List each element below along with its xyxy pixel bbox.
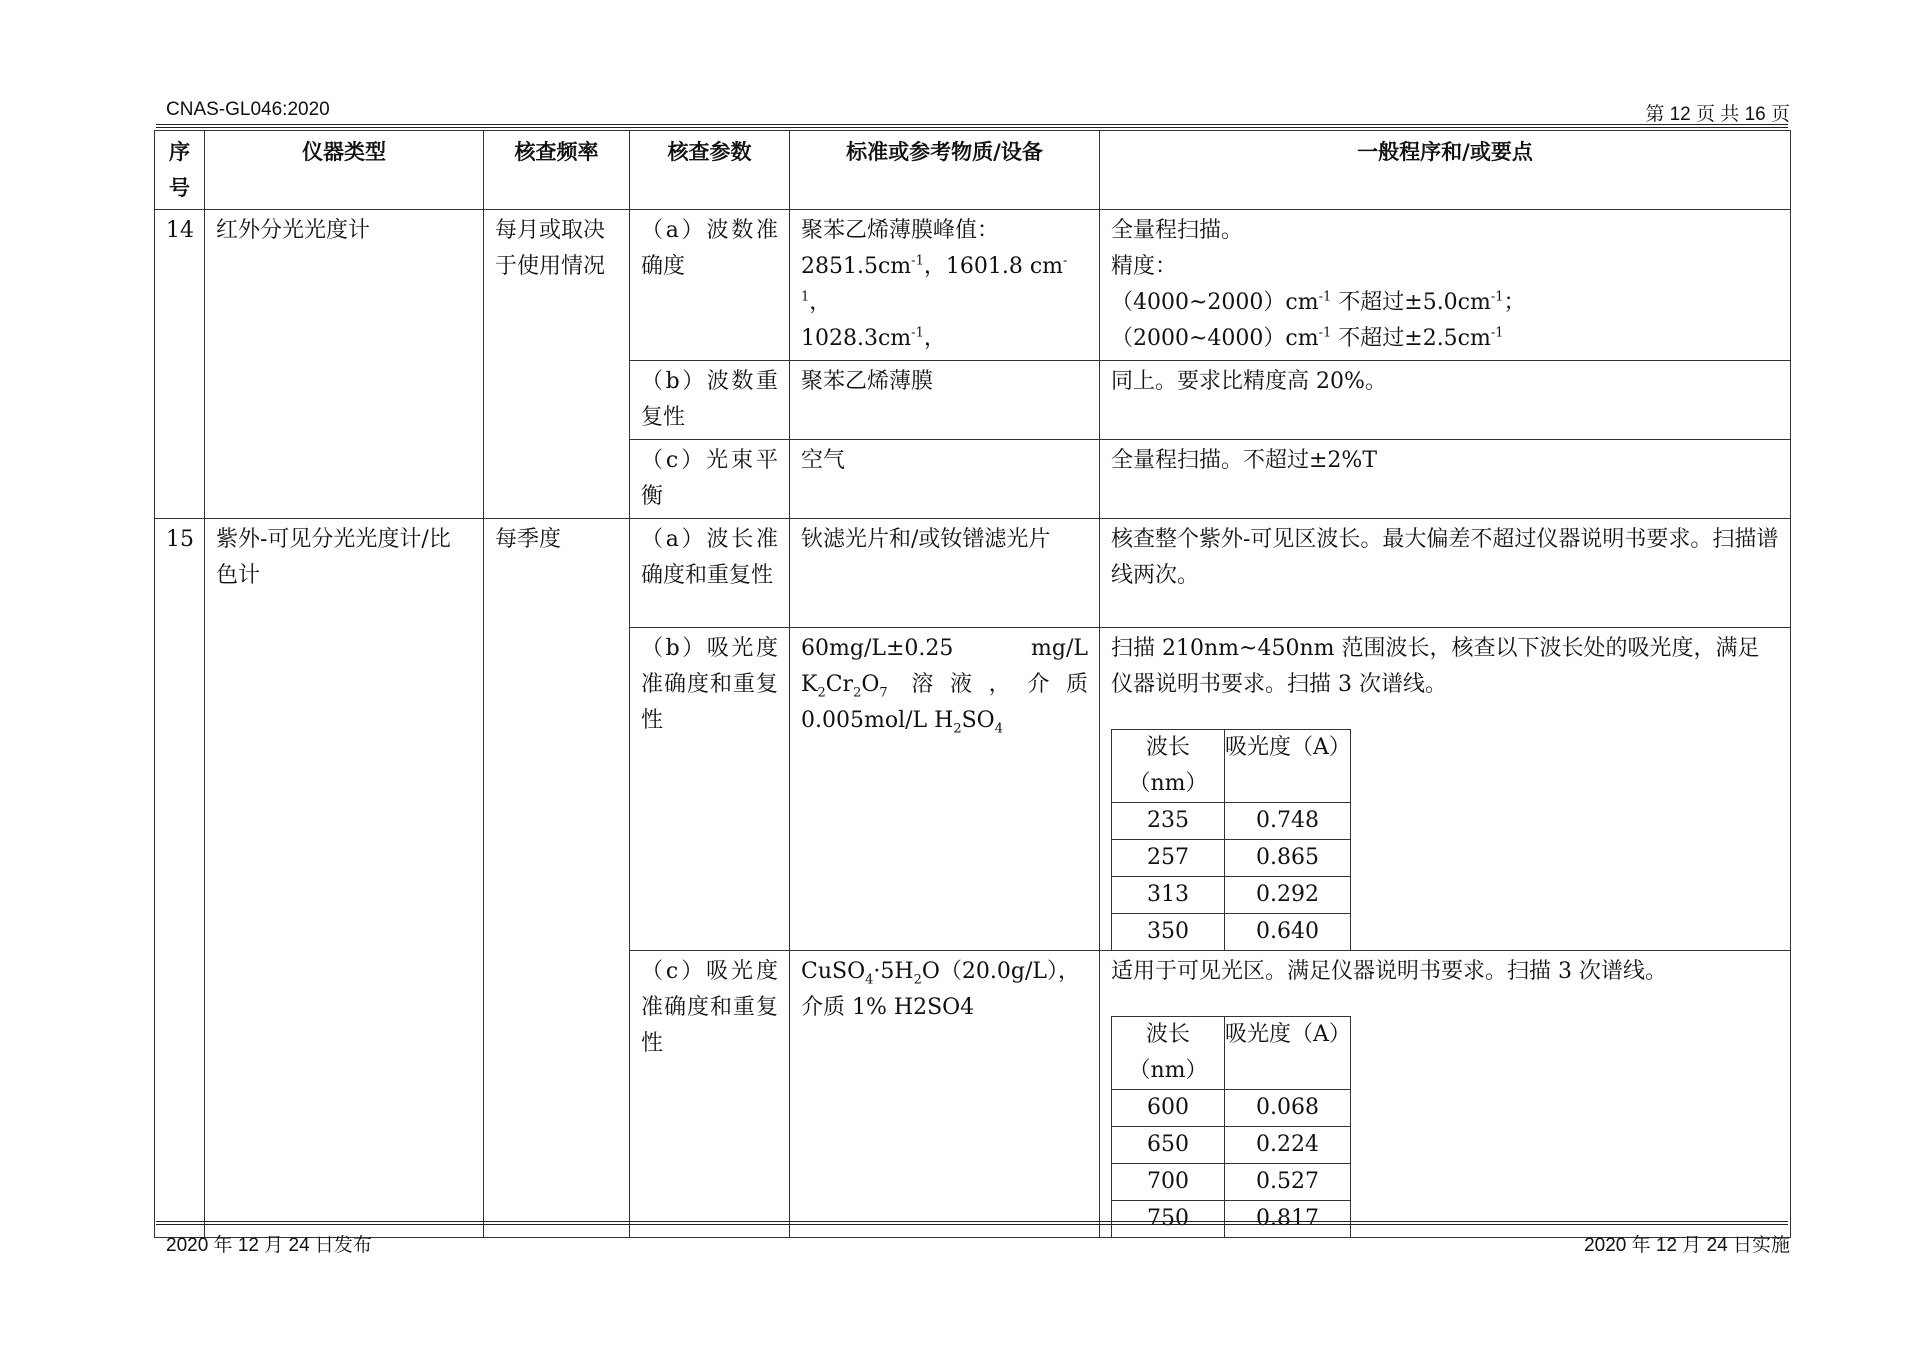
instrument-type: 紫外-可见分光光度计/比色计 — [205, 519, 484, 1238]
reference-standard: $CuSO_4\cdot 5H_2O(20.0g/L)$，介质 1% H2SO4 — [790, 951, 1100, 1238]
sub-table-row: 257 0.865 — [1112, 840, 1351, 877]
procedure: 同上。要求比精度高 20%。 — [1100, 361, 1791, 440]
reference-standard: 空气 — [790, 440, 1100, 519]
col-header-seq: 序号 — [155, 131, 205, 210]
col-header-param: 核查参数 — [630, 131, 790, 210]
sub-table-row: 313 0.292 — [1112, 877, 1351, 914]
col-header-type: 仪器类型 — [205, 131, 484, 210]
table-header-row — [155, 131, 1791, 210]
table-row — [155, 519, 1791, 628]
header-rule — [156, 124, 1788, 125]
reference-standard: 60mg/L±0.25 mg/L $K_2Cr_2O_7$ 溶液，介质 0.005mol/L $H_2SO_4$ — [790, 628, 1100, 951]
sub-table-row: 750 0.817 — [1112, 1201, 1351, 1238]
col-header-freq: 核查频率 — [484, 131, 630, 210]
reference-standard: 聚苯乙烯薄膜 — [790, 361, 1100, 440]
wavelength-header: 波长（nm） — [1112, 1017, 1225, 1090]
verification-table — [154, 130, 1791, 1238]
page-info: 第 12 页 共 16 页 — [1645, 104, 1790, 125]
sub-table-row: 650 0.224 — [1112, 1127, 1351, 1164]
check-param: （c）光束平衡 — [630, 440, 790, 519]
check-param: （a）波长准确度和重复性 — [630, 519, 790, 628]
absorbance-table — [1111, 729, 1351, 951]
check-param: （b）波数重复性 — [630, 361, 790, 440]
col-header-procedure: 一般程序和/或要点 — [1100, 131, 1791, 210]
wavelength-header: 波长（nm） — [1112, 730, 1225, 803]
sub-table-row: 235 0.748 — [1112, 803, 1351, 840]
check-param: （c）吸光度准确度和重复性 — [630, 951, 790, 1238]
page-header — [166, 99, 1790, 126]
sub-table-row: 600 0.068 — [1112, 1090, 1351, 1127]
footer-rule-thin — [156, 1224, 1788, 1225]
procedure: 适用于可见光区。满足仪器说明书要求。扫描 3 次谱线。 波长（nm） 吸光度（A） 600 0.068 650 0.224 700 0.527 750 0.817 — [1100, 951, 1791, 1238]
procedure: 全量程扫描。不超过±2%T — [1100, 440, 1791, 519]
check-param: （b）吸光度准确度和重复性 — [630, 628, 790, 951]
absorbance-header: 吸光度（A） — [1225, 1017, 1351, 1090]
absorbance-header: 吸光度（A） — [1225, 730, 1351, 803]
check-frequency: 每季度 — [484, 519, 630, 1238]
check-param: （a）波数准确度 — [630, 210, 790, 361]
header-rule-thin — [156, 127, 1788, 128]
reference-standard: 聚苯乙烯薄膜峰值： $2851.5cm^{-1}$，1601.8 $cm^{-1}$， $1028.3cm^{-1}$， — [790, 210, 1100, 361]
procedure: 全量程扫描。 精度： $(4000\sim 2000)cm^{-1}$ 不超过$\pm 5.0cm^{-1}$； $(2000\sim 4000)cm^{-1}$ 不超过$\pm 2.5cm^{-1}$ — [1100, 210, 1791, 361]
doc-code: CNAS-GL046:2020 — [166, 99, 330, 120]
instrument-type: 红外分光光度计 — [205, 210, 484, 519]
procedure: 扫描 210nm~450nm 范围波长，核查以下波长处的吸光度，满足仪器说明书要求。扫描 3 次谱线。 波长（nm） 吸光度（A） 235 0.748 257 0.865 313 0.292 350 0.640 — [1100, 628, 1791, 951]
footer-rule — [156, 1221, 1788, 1222]
procedure: 核查整个紫外-可见区波长。最大偏差不超过仪器说明书要求。扫描谱线两次。 — [1100, 519, 1791, 628]
sub-table-header — [1112, 1017, 1351, 1090]
reference-standard: 钬滤光片和/或钕镨滤光片 — [790, 519, 1100, 628]
issue-date: 2020 年 12 月 24 日发布 — [166, 1235, 372, 1256]
table-row — [155, 210, 1791, 361]
col-header-standard: 标准或参考物质/设备 — [790, 131, 1100, 210]
row-seq: 14 — [155, 210, 205, 519]
sub-table-row: 350 0.640 — [1112, 914, 1351, 951]
page-footer — [166, 1230, 1790, 1257]
sub-table-row: 700 0.527 — [1112, 1164, 1351, 1201]
check-frequency: 每月或取决于使用情况 — [484, 210, 630, 519]
absorbance-table — [1111, 1016, 1351, 1238]
effective-date: 2020 年 12 月 24 日实施 — [1584, 1235, 1790, 1256]
sub-table-header — [1112, 730, 1351, 803]
row-seq: 15 — [155, 519, 205, 1238]
